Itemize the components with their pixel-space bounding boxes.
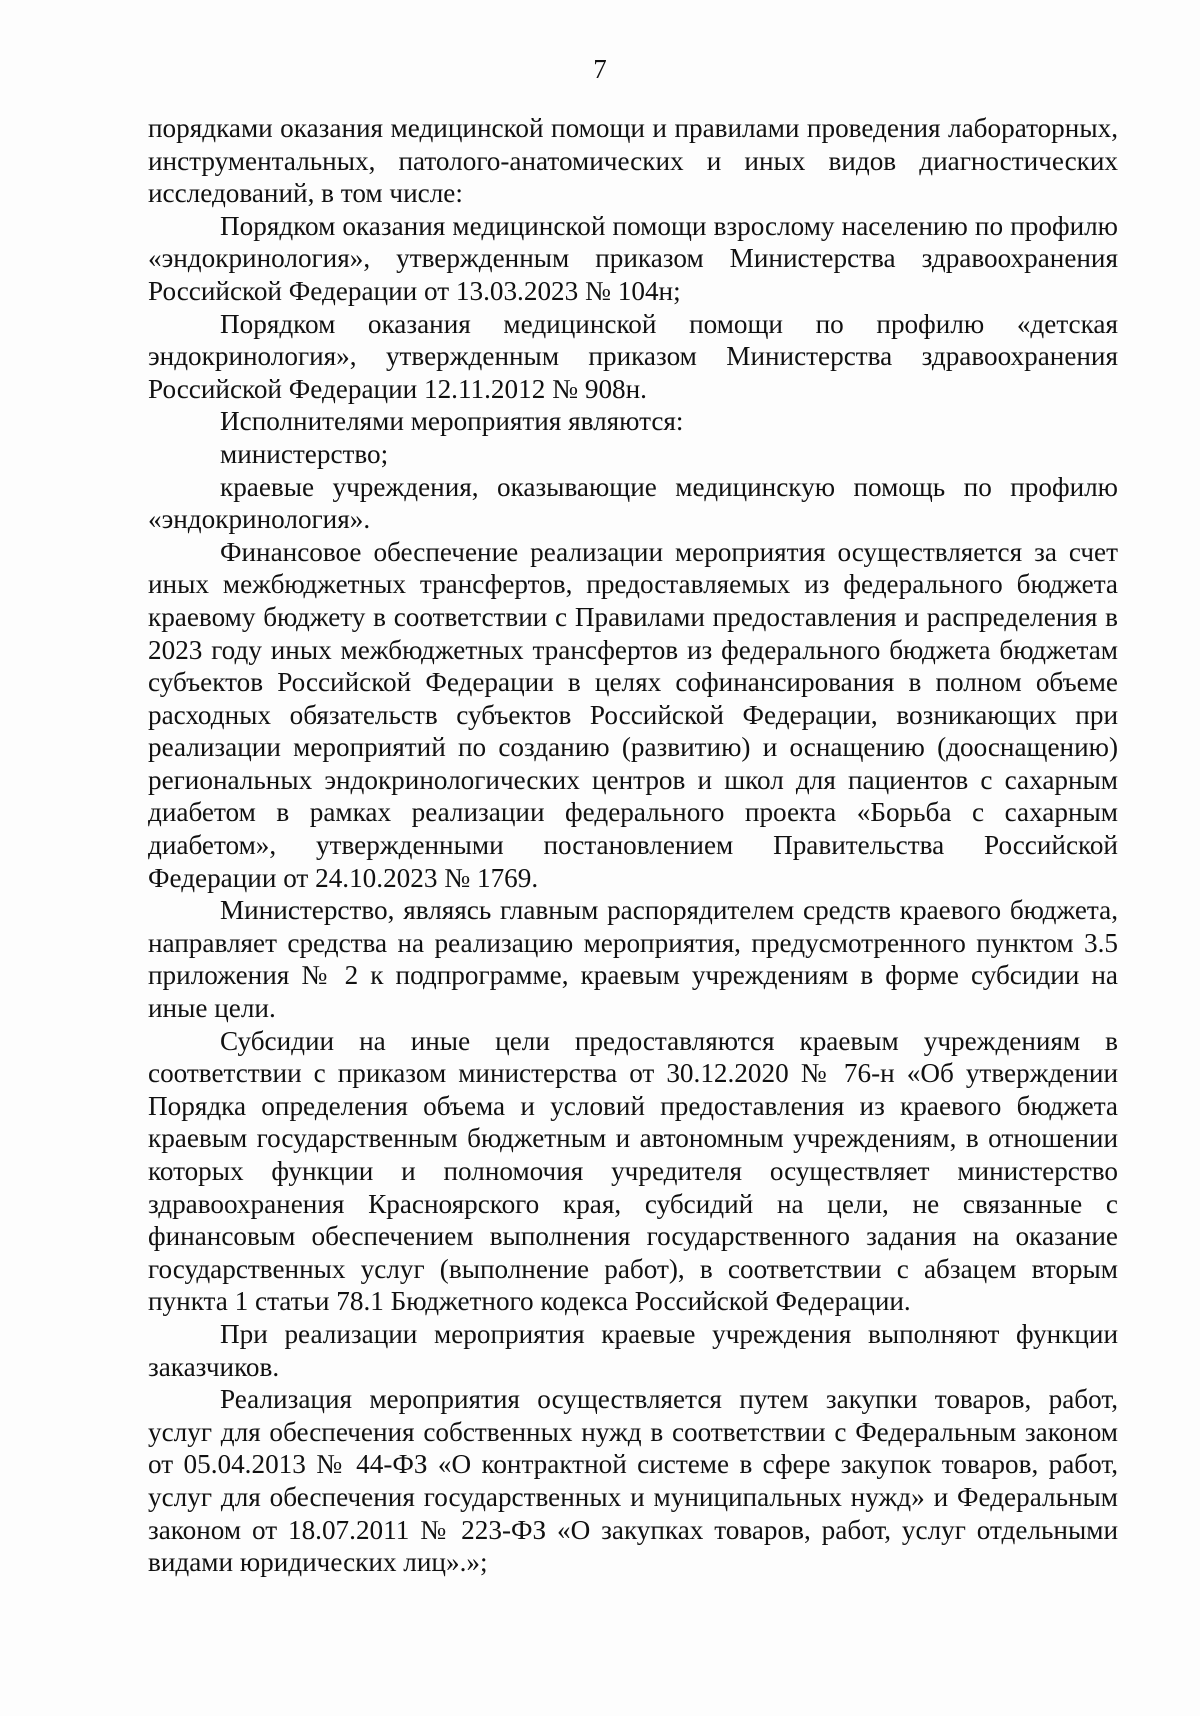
paragraph-intro: порядками оказания медицинской помощи и правилами проведения лабораторных, инструментальных, патолого-анатомических и иных видов диагностических исследований, в том числе: <box>148 113 1118 209</box>
paragraph-financing: Финансовое обеспечение реализации мероприятия осуществляется за счет иных межбюджетных трансфертов, предоставляемых из федерального бюджета краевому бюджету в соответствии с Правилами предоставления и распределения в 2023 году иных межбюджетных трансфертов из федерального бюджета бюджетам субъектов Российской Федерации в целях софинансирования в полном объеме расходных обязательств субъектов Российской Федерации, возникающих при реализации мероприятий по созданию (развитию) и оснащению (дооснащению) региональных эндокринологических центров и школ для пациентов с сахарным диабетом в рамках реализации федерального проекта «Борьба с сахарным диабетом», утвержденными постановлением Правительства Российской Федерации от 24.10.2023 № 1769. <box>148 536 1118 893</box>
paragraph-order-child-endocrinology: Порядком оказания медицинской помощи по профилю «детская эндокринология», утвержденным приказом Министерства здравоохранения Российской Федерации 12.11.2012 № 908н. <box>148 308 1118 404</box>
paragraph-executors-heading: Исполнителями мероприятия являются: <box>220 406 684 437</box>
page-number: 7 <box>593 54 607 84</box>
paragraph-order-adult-endocrinology: Порядком оказания медицинской помощи взрослому населению по профилю «эндокринология», утвержденным приказом Министерства здравоохранения Российской Федерации от 13.03.2023 № 104н; <box>148 210 1118 306</box>
paragraph-ministry-funds: Министерство, являясь главным распорядителем средств краевого бюджета, направляет средства на реализацию мероприятия, предусмотренного пунктом 3.5 приложения № 2 к подпрограмме, краевым учреждениям в форме субсидии на иные цели. <box>148 895 1118 1024</box>
paragraph-customers: При реализации мероприятия краевые учреждения выполняют функции заказчиков. <box>148 1318 1118 1382</box>
paragraph-executor-institutions: краевые учреждения, оказывающие медицинскую помощь по профилю «эндокринология». <box>148 471 1118 535</box>
paragraph-subsidies: Субсидии на иные цели предоставляются краевым учреждениям в соответствии с приказом министерства от 30.12.2020 № 76-н «Об утверждении Порядка определения объема и условий предоставления из краевого бюджета краевым государственным бюджетным и автономным учреждениям, в отношении которых функции и полномочия учредителя осуществляет министерство здравоохранения Красноярского края, субсидий на цели, не связанные с финансовым обеспечением выполнения государственного задания на оказание государственных услуг (выполнение работ), в соответствии с абзацем вторым пункта 1 статьи 78.1 Бюджетного кодекса Российской Федерации. <box>148 1025 1118 1317</box>
paragraph-executor-ministry: министерство; <box>220 438 389 469</box>
document-body <box>148 112 1118 1579</box>
paragraph-procurement: Реализация мероприятия осуществляется путем закупки товаров, работ, услуг для обеспечения собственных нужд в соответствии с Федеральным законом от 05.04.2013 № 44-ФЗ «О контрактной системе в сфере закупок товаров, работ, услуг для обеспечения государственных и муниципальных нужд» и Федеральным законом от 18.07.2011 № 223-ФЗ «О закупках товаров, работ, услуг отдельными видами юридических лиц».»; <box>148 1384 1118 1578</box>
